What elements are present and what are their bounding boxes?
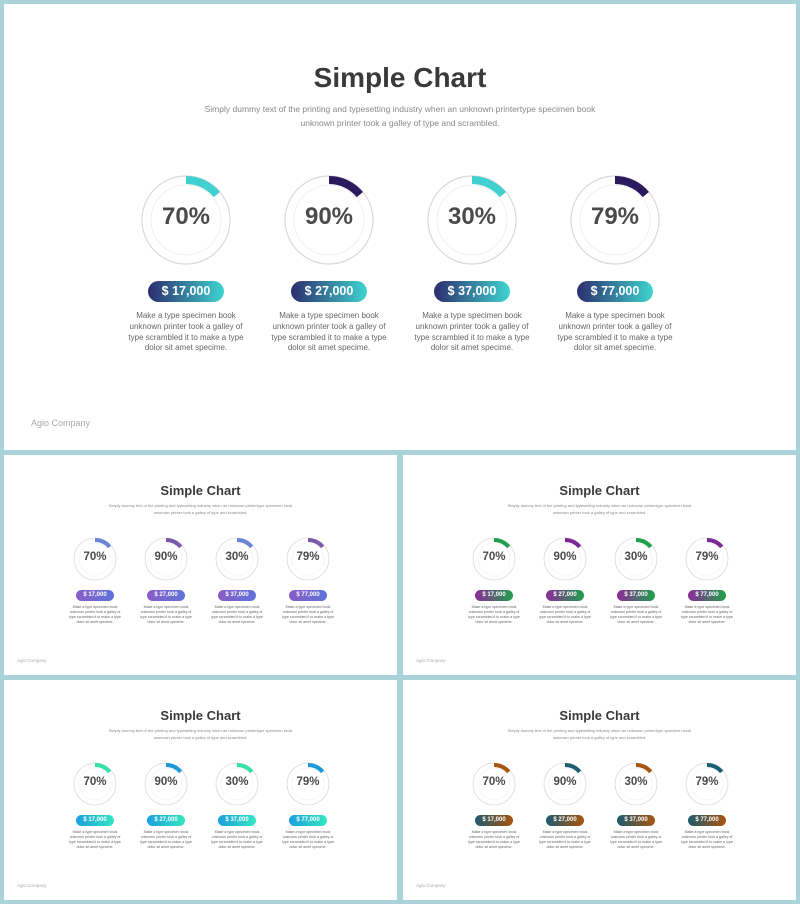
- gauge-4: [567, 172, 663, 268]
- gauge-1: [471, 761, 517, 807]
- footer-company: Agio Company: [17, 883, 47, 888]
- amount-badge: $ 37,000: [617, 815, 655, 826]
- gauge-value-label: 70%: [83, 551, 107, 563]
- gauge-value-label: 79%: [695, 551, 719, 563]
- amount-badge: $ 17,000: [475, 815, 513, 826]
- gauge-value-label: 90%: [154, 551, 178, 563]
- gauge-description: Make a type specimen book unknown printer took a galley of type scrambled it to make a type dolor sit amet specime.: [681, 830, 733, 849]
- slide-title: Simple Chart: [559, 708, 640, 723]
- gauge-2: [281, 172, 377, 268]
- gauge-1: [72, 536, 118, 582]
- slide-title: Simple Chart: [160, 708, 241, 723]
- gauge-description: Make a type specimen book unknown printer took a galley of type scrambled it to make a type dolor sit amet specime.: [282, 830, 334, 849]
- gauge-description: Make a type specimen book unknown printer took a galley of type scrambled it to make a type dolor sit amet specime.: [414, 311, 530, 353]
- slide-variant-a: [4, 455, 397, 675]
- amount-badge: $ 27,000: [546, 815, 584, 826]
- gauge-description: Make a type specimen book unknown printer took a galley of type scrambled it to make a type dolor sit amet specime.: [468, 830, 520, 849]
- amount-badge: $ 37,000: [218, 590, 256, 601]
- gauge-description: Make a type specimen book unknown printer took a galley of type scrambled it to make a type dolor sit amet specime.: [128, 311, 244, 353]
- amount-badge: $ 17,000: [76, 590, 114, 601]
- gauge-2: [143, 761, 189, 807]
- gauge-value-label: 79%: [695, 776, 719, 788]
- footer-company: Agio Company: [416, 658, 446, 663]
- gauge-value-label: 70%: [83, 776, 107, 788]
- slide-subtitle: Simply dummy text of the printing and typesetting industry when an unknown printertype specimen book unknown printer took a galley of type and scrambled.: [507, 503, 692, 515]
- gauge-description: Make a type specimen book unknown printer took a galley of type scrambled it to make a type dolor sit amet specime.: [69, 830, 121, 849]
- gauge-description: Make a type specimen book unknown printer took a galley of type scrambled it to make a type dolor sit amet specime.: [140, 830, 192, 849]
- gauge-value-label: 90%: [154, 776, 178, 788]
- slide-subtitle: Simply dummy text of the printing and typesetting industry when an unknown printertype specimen book unknown printer took a galley of type and scrambled.: [507, 728, 692, 740]
- slide-title: Simple Chart: [313, 62, 487, 93]
- slide-variant-c: [4, 680, 397, 900]
- gauge-description: Make a type specimen book unknown printer took a galley of type scrambled it to make a type dolor sit amet specime.: [539, 605, 591, 624]
- gauge-description: Make a type specimen book unknown printer took a galley of type scrambled it to make a type dolor sit amet specime.: [610, 830, 662, 849]
- footer-company: Agio Company: [31, 418, 91, 428]
- gauge-3: [424, 172, 520, 268]
- gauge-description: Make a type specimen book unknown printer took a galley of type scrambled it to make a type dolor sit amet specime.: [468, 605, 520, 624]
- gauge-description: Make a type specimen book unknown printer took a galley of type scrambled it to make a type dolor sit amet specime.: [69, 605, 121, 624]
- gauge-1: [138, 172, 234, 268]
- footer-company: Agio Company: [416, 883, 446, 888]
- gauge-value-label: 30%: [447, 203, 497, 230]
- gauge-4: [684, 761, 730, 807]
- gauge-description: Make a type specimen book unknown printer took a galley of type scrambled it to make a type dolor sit amet specime.: [557, 311, 673, 353]
- amount-badge: $ 17,000: [148, 281, 224, 302]
- amount-badge: $ 37,000: [617, 590, 655, 601]
- gauge-value-label: 79%: [296, 776, 320, 788]
- gauge-description: Make a type specimen book unknown printer took a galley of type scrambled it to make a type dolor sit amet specime.: [681, 605, 733, 624]
- gauge-description: Make a type specimen book unknown printer took a galley of type scrambled it to make a type dolor sit amet specime.: [539, 830, 591, 849]
- gauge-value-label: 30%: [225, 776, 249, 788]
- gauge-description: Make a type specimen book unknown printer took a galley of type scrambled it to make a type dolor sit amet specime.: [282, 605, 334, 624]
- gauge-description: Make a type specimen book unknown printer took a galley of type scrambled it to make a type dolor sit amet specime.: [271, 311, 387, 353]
- gauge-description: Make a type specimen book unknown printer took a galley of type scrambled it to make a type dolor sit amet specime.: [211, 830, 263, 849]
- slide-subtitle: Simply dummy text of the printing and typesetting industry when an unknown printertype specimen book unknown printer took a galley of type and scrambled.: [108, 728, 293, 740]
- gauge-value-label: 90%: [553, 776, 577, 788]
- gauge-value-label: 70%: [482, 776, 506, 788]
- gauge-2: [542, 761, 588, 807]
- slide-subtitle: Simply dummy text of the printing and typesetting industry when an unknown printertype specimen book unknown printer took a galley of type and scrambled.: [204, 104, 596, 129]
- amount-badge: $ 27,000: [546, 590, 584, 601]
- gauge-4: [285, 761, 331, 807]
- amount-badge: $ 77,000: [577, 281, 653, 302]
- gauge-1: [72, 761, 118, 807]
- slide-title: Simple Chart: [160, 483, 241, 498]
- slide-title: Simple Chart: [559, 483, 640, 498]
- gauge-value-label: 90%: [304, 203, 354, 230]
- gauge-value-label: 30%: [624, 776, 648, 788]
- amount-badge: $ 77,000: [289, 815, 327, 826]
- slide-subtitle: Simply dummy text of the printing and typesetting industry when an unknown printertype specimen book unknown printer took a galley of type and scrambled.: [108, 503, 293, 515]
- gauge-value-label: 30%: [225, 551, 249, 563]
- gauge-1: [471, 536, 517, 582]
- gauge-value-label: 70%: [482, 551, 506, 563]
- slide-main: [4, 4, 796, 450]
- footer-company: Agio Company: [17, 658, 47, 663]
- amount-badge: $ 17,000: [76, 815, 114, 826]
- gauge-description: Make a type specimen book unknown printer took a galley of type scrambled it to make a type dolor sit amet specime.: [211, 605, 263, 624]
- gauge-description: Make a type specimen book unknown printer took a galley of type scrambled it to make a type dolor sit amet specime.: [610, 605, 662, 624]
- gauge-3: [214, 536, 260, 582]
- gauge-4: [285, 536, 331, 582]
- gauge-2: [143, 536, 189, 582]
- slide-variant-b: [403, 455, 796, 675]
- amount-badge: $ 77,000: [688, 815, 726, 826]
- amount-badge: $ 27,000: [147, 590, 185, 601]
- gauge-value-label: 79%: [296, 551, 320, 563]
- gauge-2: [542, 536, 588, 582]
- gauge-3: [613, 761, 659, 807]
- amount-badge: $ 77,000: [289, 590, 327, 601]
- amount-badge: $ 37,000: [434, 281, 510, 302]
- gauge-value-label: 90%: [553, 551, 577, 563]
- amount-badge: $ 37,000: [218, 815, 256, 826]
- amount-badge: $ 27,000: [291, 281, 367, 302]
- gauge-value-label: 70%: [161, 203, 211, 230]
- gauge-value-label: 79%: [590, 203, 640, 230]
- amount-badge: $ 17,000: [475, 590, 513, 601]
- gauge-3: [613, 536, 659, 582]
- amount-badge: $ 77,000: [688, 590, 726, 601]
- gauge-value-label: 30%: [624, 551, 648, 563]
- gauge-description: Make a type specimen book unknown printer took a galley of type scrambled it to make a type dolor sit amet specime.: [140, 605, 192, 624]
- gauge-3: [214, 761, 260, 807]
- slide-variant-d: [403, 680, 796, 900]
- amount-badge: $ 27,000: [147, 815, 185, 826]
- gauge-4: [684, 536, 730, 582]
